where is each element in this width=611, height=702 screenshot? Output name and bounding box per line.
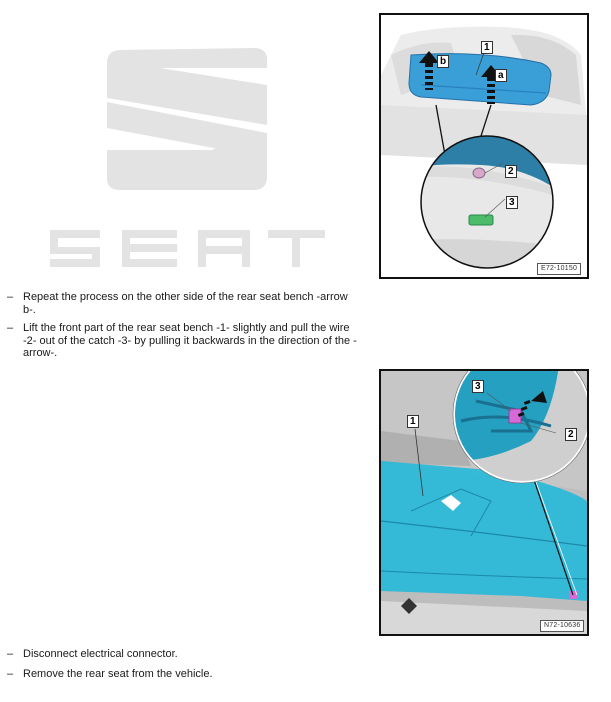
seat-underside-illustration <box>381 371 587 634</box>
figure-id-label: N72-10636 <box>540 620 584 632</box>
figure-id-label: E72-10150 <box>537 263 581 275</box>
callout-3: 3 <box>472 380 484 393</box>
callout-2: 2 <box>565 428 577 441</box>
callout-1: 1 <box>481 41 493 54</box>
callout-b: b <box>437 55 449 68</box>
seat-illustration <box>381 15 587 277</box>
callout-a: a <box>495 69 507 82</box>
step-text: Lift the front part of the rear seat bench -1- slightly and pull the wire -2- out of the catch -3- by pulling it backwards in the direction of the -arrow-. <box>23 322 357 359</box>
bullet: – <box>7 648 14 660</box>
bullet: – <box>7 322 14 334</box>
callout-1: 1 <box>407 415 419 428</box>
callout-2: 2 <box>505 165 517 178</box>
figure-wire-catch <box>379 369 589 636</box>
bullet: – <box>7 668 14 680</box>
callout-3: 3 <box>506 196 518 209</box>
bullet: – <box>7 291 14 303</box>
step-text: Disconnect electrical connector. <box>23 648 178 660</box>
figure-rear-seat-lift <box>379 13 589 279</box>
seat-logo <box>40 40 340 280</box>
step-text: Repeat the process on the other side of the rear seat bench -arrow b-. <box>23 291 348 316</box>
step-text: Remove the rear seat from the vehicle. <box>23 668 213 680</box>
